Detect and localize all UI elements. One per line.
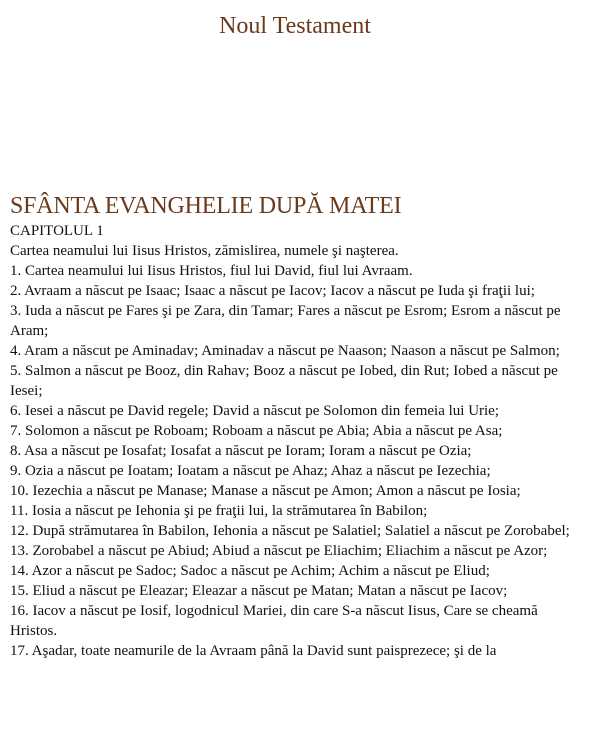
chapter-summary: Cartea neamului lui Iisus Hristos, zămislirea, numele şi naşterea. — [10, 243, 399, 259]
verse: 4. Aram a născut pe Aminadav; Aminadav a născut pe Naason; Naason a născut pe Salmon; — [10, 343, 560, 359]
verse: 13. Zorobabel a născut pe Abiud; Abiud a născut pe Eliachim; Eliachim a născut pe Azor; — [10, 543, 548, 559]
chapter-heading: CAPITOLUL 1 — [10, 223, 104, 239]
verse: 2. Avraam a născut pe Isaac; Isaac a născut pe Iacov; Iacov a născut pe Iuda şi fraţii lui; — [10, 283, 535, 299]
verse: 9. Ozia a născut pe Ioatam; Ioatam a născut pe Ahaz; Ahaz a născut pe Iezechia; — [10, 463, 491, 479]
verse: 5. Salmon a născut pe Booz, din Rahav; Booz a născut pe Iobed, din Rut; Iobed a născut pe Iesei; — [10, 363, 558, 399]
verse: 16. Iacov a născut pe Iosif, logodnicul Mariei, din care S-a născut Iisus, Care se cheamă Hristos. — [10, 603, 538, 639]
chapter-content — [10, 191, 570, 661]
verse: 8. Asa a născut pe Iosafat; Iosafat a născut pe Ioram; Ioram a născut pe Ozia; — [10, 443, 472, 459]
verse: 17. Aşadar, toate neamurile de la Avraam până la David sunt paisprezece; şi de la — [10, 643, 497, 659]
verse: 12. După strămutarea în Babilon, Iehonia a născut pe Salatiel; Salatiel a născut pe Zorobabel; — [10, 523, 570, 539]
verse: 10. Iezechia a născut pe Manase; Manase a născut pe Amon; Amon a născut pe Iosia; — [10, 483, 521, 499]
verse-list — [10, 261, 570, 661]
verse: 6. Iesei a născut pe David regele; David a născut pe Solomon din femeia lui Urie; — [10, 403, 500, 419]
book-title: SFÂNTA EVANGHELIE DUPĂ MATEI — [10, 193, 402, 219]
verse: 14. Azor a născut pe Sadoc; Sadoc a născut pe Achim; Achim a născut pe Eliud; — [10, 563, 490, 579]
page-title: Noul Testament — [219, 13, 371, 39]
verse: 11. Iosia a născut pe Iehonia şi pe fraţii lui, la strămutarea în Babilon; — [10, 503, 428, 519]
verse: 3. Iuda a născut pe Fares şi pe Zara, din Tamar; Fares a născut pe Esrom; Esrom a născut pe Aram; — [10, 303, 561, 339]
verse: 1. Cartea neamului lui Iisus Hristos, fiul lui David, fiul lui Avraam. — [10, 263, 413, 279]
verse: 7. Solomon a născut pe Roboam; Roboam a născut pe Abia; Abia a născut pe Asa; — [10, 423, 503, 439]
verse: 15. Eliud a născut pe Eleazar; Eleazar a născut pe Matan; Matan a născut pe Iacov; — [10, 583, 508, 599]
